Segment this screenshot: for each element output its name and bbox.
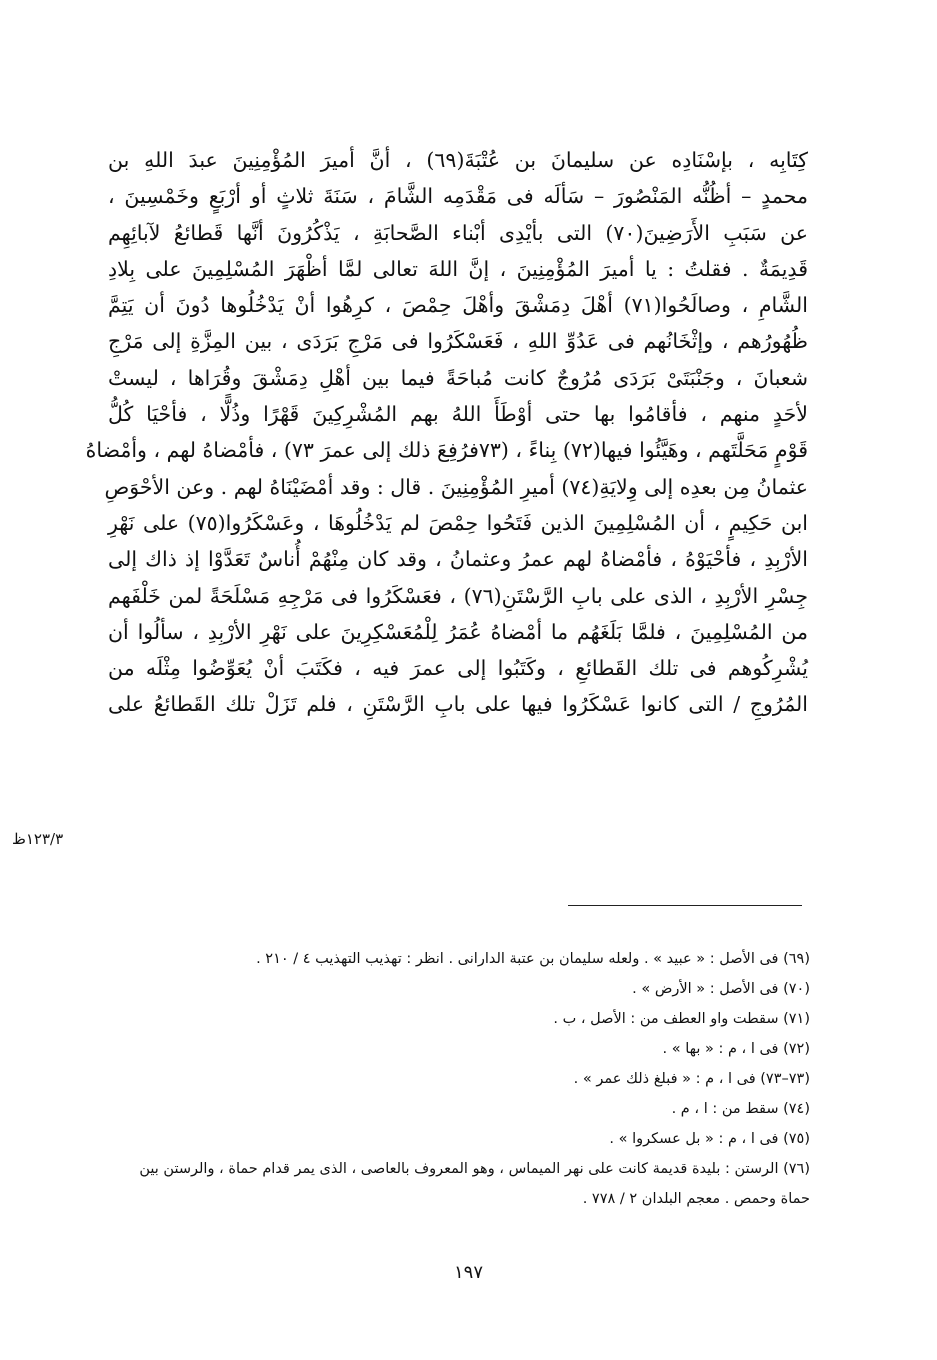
text-line: جِسْرِ الأرْبِدِ ، الذى على بابِ الرَّسْتَنِ(٧٦) ، فعَسْكَرُوا فى مَرْجِهِ مَسْلَحَةً لمن خَلْفَهم: [108, 583, 809, 608]
text-line: ابن حَكِيمٍ ، أن المُسْلِمِينَ الذين فَتَحُوا حِمْصَ لم يَدْخُلُوهَا ، وعَسْكَرُوا(٧٥) على نَهْرِ: [108, 510, 808, 535]
text-line: كِتَابِه ، بإسْنَادِه عن سليمانَ بن عُتْبَةَ(٦٩) ، أنَّ أميرَ المُؤْمِنِينَ عبدَ اللهِ بن: [108, 148, 808, 172]
text-line: قَوْمٍ مَحَلَّتَهم ، وهَيَّئُوا فيها(٧٢) بِناءً ، (٧٣فرُفِعَ ذلك إلى عمرَ ٧٣) ، فأمْضاهُ لهم ، وأمْضاهُ: [85, 438, 808, 463]
footnote: (٦٩) فى الأصل : « عبيد » . ولعله سليمان بن عتبة الدارانى . انظر : تهذيب التهذيب ٤ / ٢١٠ .: [256, 951, 810, 967]
text-line: يُشْرِكُوهم فى تلك القَطائعِ ، وكَتَبُوا إلى عمرَ فيه ، فكَتَبَ أنْ يُعَوِّضُوا مِثْلَه من: [108, 656, 808, 681]
footnote: (٧٥) فى ا ، م : « بل عسكروا » .: [609, 1131, 810, 1147]
text-line: من المُسْلِمِينَ ، فلمَّا بَلَغَهُم ما أمْضاهُ عُمَرُ لِلْمُعَسْكِرِينَ على نَهْرِ الأرْبِدِ ، سألُوا أن: [108, 619, 808, 644]
main-text: [85, 142, 809, 723]
text-line: عن سَبَبِ الأَرَضِينَ(٧٠) التى بأيْدِى أبْناء الصَّحابَةِ ، يَذْكُرُونَ أنَّها قَطائعُ لآبائِهِم: [108, 220, 808, 245]
footnote: (٧٢) فى ا ، م : « بها » .: [662, 1041, 810, 1057]
text-line: لأحَدٍ منهم ، فأقامُوا بها حتى أوْطَأَ اللهُ بهم المُشْرِكِينَ قَهْرًا وذُلًّا ، فأحْيَا كُلُّ: [108, 402, 808, 427]
text-line: الأرْبِدِ ، فأحْيَوْهُ ، فأمْضاهُ لهم عمرُ وعثمانُ ، وقد كان مِنْهُمْ أُناسٌ تَعَدَّوْا إذ ذاك إلى: [108, 547, 808, 572]
text-line: المُرُوجِ / التى كانوا عَسْكَرُوا فيها على بابِ الرَّسْتَنِ ، فلم تَزَلْ تلك القَطائعُ على: [108, 692, 808, 717]
footnotes: [110, 944, 810, 1214]
footnote: (٧٦) الرستن : بليدة قديمة كانت على نهر الميماس ، وهو المعروف بالعاصى ، الذى يمر قدام حماة ، والرستن بين: [139, 1161, 810, 1177]
text-line: محمدٍ – أظُنُّه المَنْصُورَ – سَألَه فى مَقْدَمِه الشَّامَ ، سَنَةَ ثلاثٍ أو أرْبَعٍ وخَمْسِينَ ،: [108, 184, 808, 209]
footnote-separator: [568, 905, 802, 906]
footnote: حماة وحمص . معجم البلدان ٢ / ٧٧٨ .: [582, 1191, 810, 1207]
text-line: الشَّامِ ، وصالَحُوا(٧١) أهْلَ دِمَشْقَ وأهْلَ حِمْصَ ، كرِهُوا أنْ يَدْخُلُوها دُونَ أن يَتِمَّ: [108, 293, 809, 318]
text-line: ظُهُورُهم ، وإثْخَانُهم فى عَدُوِّ اللهِ ، فَعَسْكَرُوا فى مَرْجِ بَرَدَى ، بين المِزَّةِ إلى مَرْجِ: [108, 329, 808, 354]
footnote: (٧٠) فى الأصل : « الأرض » .: [632, 981, 810, 997]
text-line: قَدِيمَةٌ . فقلتُ : يا أميرَ المُؤْمِنِينَ ، إنَّ اللهَ تعالى لمَّا أظْهَرَ المُسْلِمِينَ على بِلادِ: [108, 256, 808, 281]
text-line: عثمانُ مِن بعدِه إلى وِلايَةِ(٧٤) أميرِ المُؤْمِنِينَ . قال : وقد أمْضَيْنَاهُ لهم . وعن الأحْوَصِ: [104, 474, 808, 499]
page-number: ١٩٧: [453, 1262, 483, 1283]
margin-folio-note: ١٢٣/٣ظ: [12, 830, 64, 848]
footnote: (٧١) سقطت واو العطف من : الأصل ، ب .: [553, 1011, 810, 1027]
text-line: شعبانَ ، وجَنْبَتَىْ بَرَدَى مُرُوجٌ كانت مُباحَةً فيما بين أهْلِ دِمَشْقَ وقُرَاها ، ليستْ: [108, 365, 808, 390]
footnote: (٧٤) سقط من : ا ، م .: [671, 1101, 810, 1117]
footnote: (٧٣–٧٣) فى ا ، م : « فبلغ ذلك عمر » .: [573, 1071, 810, 1087]
